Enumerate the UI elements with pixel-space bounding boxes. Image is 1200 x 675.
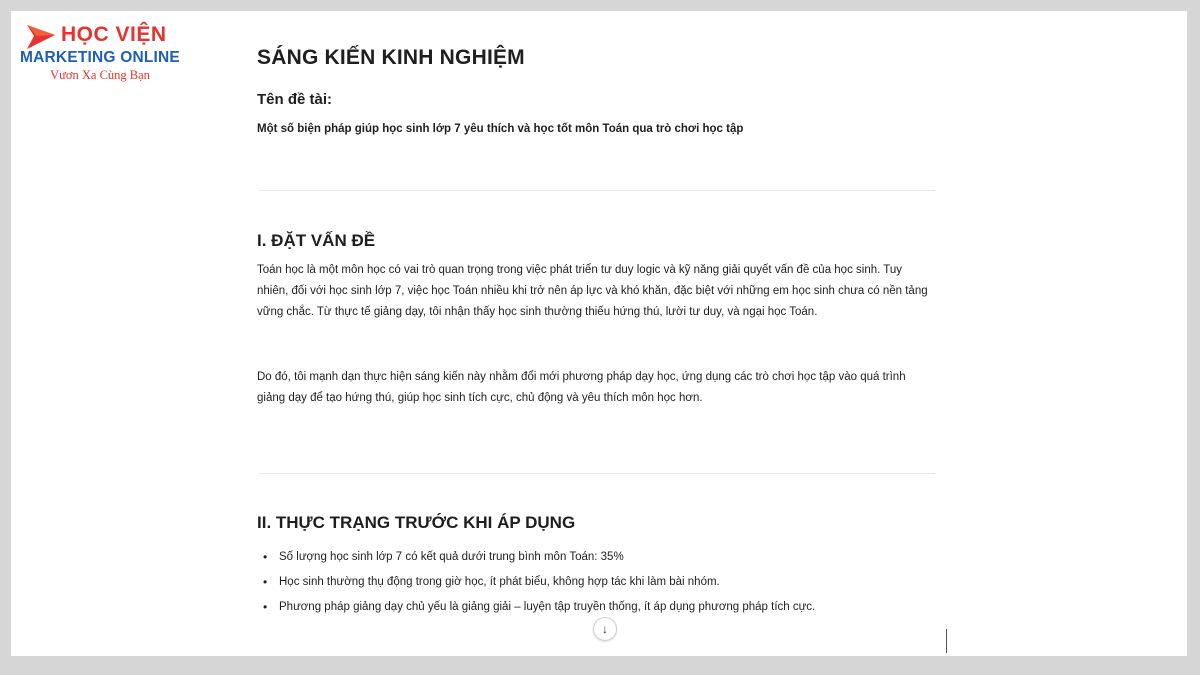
arrow-down-icon: ↓ [602,622,608,636]
list-item: • Học sinh thường thụ động trong giờ học, ít phát biểu, không hợp tác khi làm bài nhóm. [257,572,933,593]
list-item: • Số lượng học sinh lớp 7 có kết quả dưới trung bình môn Toán: 35% [257,547,933,568]
logo-line1: HỌC VIỆN [61,23,167,46]
section-heading-2: II. THỰC TRẠNG TRƯỚC KHI ÁP DỤNG [257,513,576,532]
list-item: • Phương pháp giảng dạy chủ yếu là giảng giải – luyện tập truyền thống, ít áp dụng phương pháp tích cực. [257,597,933,618]
section-divider [259,190,935,191]
document-frame [11,11,1187,656]
logo-line2: MARKETING ONLINE [20,49,180,66]
status-bullet-list [257,547,933,622]
section-heading-1: I. ĐẶT VẤN ĐỀ [257,231,376,250]
brand-logo [19,19,179,99]
topic-text: Một số biện pháp giúp học sinh lớp 7 yêu thích và học tốt môn Toán qua trò chơi học tập [257,123,744,135]
logo-row [19,21,179,49]
text-cursor [946,629,947,653]
document-title: SÁNG KIẾN KINH NGHIỆM [257,46,525,69]
section-divider [259,473,935,474]
logo-slogan: Vươn Xa Cùng Bạn [50,68,150,82]
section1-paragraph-1: Toán học là một môn học có vai trò quan trọng trong việc phát triển tư duy logic và kỹ năng giải quyết vấn đề của học sinh. Tuy nhiên, đối với học sinh lớp 7, việc học Toán nhiều khi trở nên áp lực và khó khăn, đặc biệt với những em học sinh chưa có nền tảng vững chắc. Từ thực tế giảng dạy, tôi nhận thấy học sinh thường thiếu hứng thú, lười tư duy, và ngại học Toán. [257,264,928,318]
section1-paragraph-2: Do đó, tôi mạnh dạn thực hiện sáng kiến này nhằm đổi mới phương pháp dạy học, ứng dụng các trò chơi học tập vào quá trình giảng dạy để tạo hứng thú, giúp học sinh tích cực, chủ động và yêu thích môn học hơn. [257,371,906,404]
play-arrow-icon [25,21,59,51]
topic-label: Tên đề tài: [257,91,333,108]
scroll-down-button[interactable] [593,617,617,641]
